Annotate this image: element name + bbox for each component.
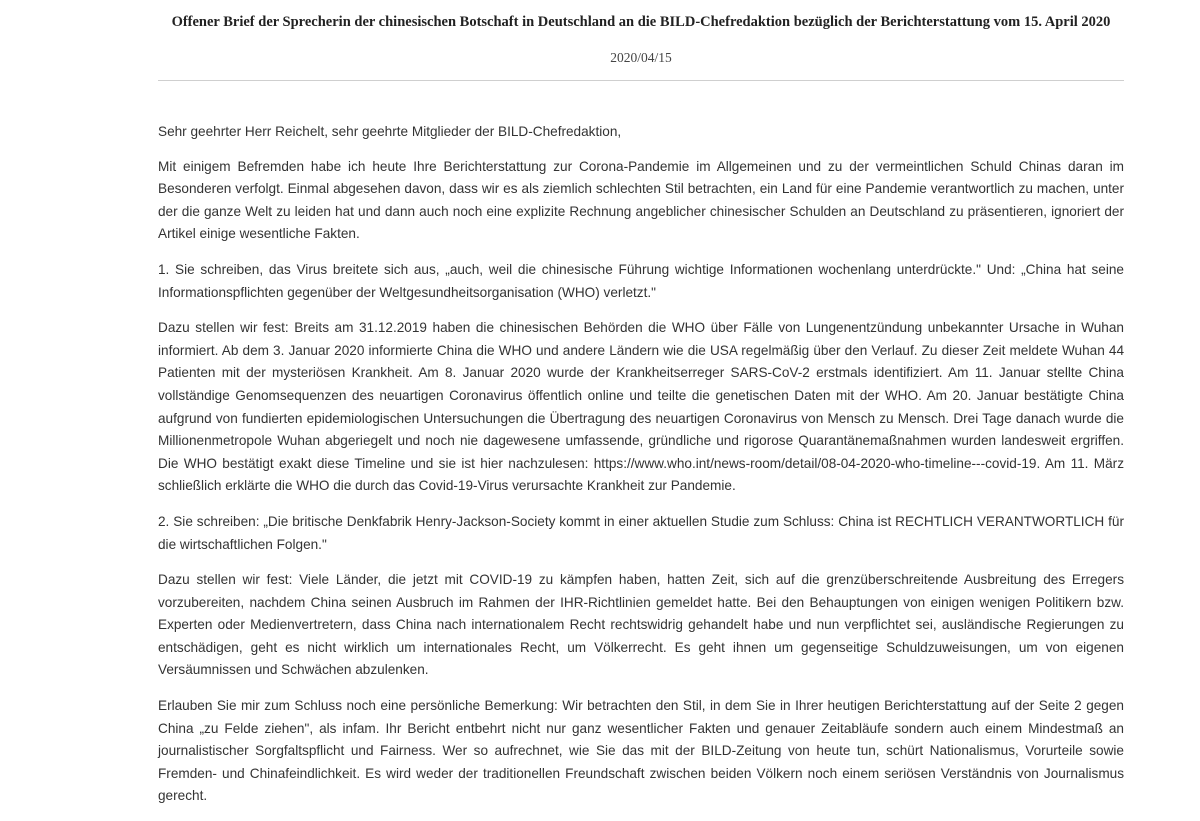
article-body [158,121,1124,808]
article [158,0,1124,821]
title-divider [158,80,1124,81]
article-title: Offener Brief der Sprecherin der chinesischen Botschaft in Deutschland an die BILD-Chefredaktion bezüglich der Berichterstattung vom 15. April 2020 [171,14,1111,30]
intro-paragraph: Mit einigem Befremden habe ich heute Ihre Berichterstattung zur Corona-Pandemie im Allgemeinen und zu der vermeintlichen Schuld Chinas daran im Besonderen verfolgt. Einmal abgesehen davon, dass wir es als ziemlich schlechten Stil betrachten, ein Land für eine Pandemie verantwortlich zu machen, unter der die ganze Welt zu leiden hat und dann auch noch eine explizite Rechnung angeblicher chinesischer Schulden an Deutschland zu präsentieren, ignoriert der Artikel einige wesentliche Fakten. [158,158,1124,242]
response-1-paragraph: Dazu stellen wir fest: Breits am 31.12.2019 haben die chinesischen Behörden die WHO über Fälle von Lungenentzündung unbekannter Ursache in Wuhan informiert. Ab dem 3. Januar 2020 informierte China die WHO und andere Ländern wie die USA regelmäßig über den Verlauf. Zu dieser Zeit meldete Wuhan 44 Patienten mit der mysteriösen Krankheit. Am 8. Januar 2020 wurde der Krankheitserreger SARS-CoV-2 erstmals identifiziert. Am 11. Januar stellte China vollständige Genomsequenzen des neuartigen Coronavirus öffentlich online und teilte die genetischen Daten mit der WHO. Am 20. Januar bestätigte China aufgrund von fundierten epidemiologischen Untersuchungen die Übertragung des neuartigen Coronavirus von Mensch zu Mensch. Drei Tage danach wurde die Millionenmetropole Wuhan abgeriegelt und noch nie dagewesene umfassende, gründliche und rigorose Quarantänemaßnahmen wurden landesweit ergriffen. Die WHO bestätigt exakt diese Timeline und sie ist hier nachzulesen: https://www.who.int/news-room/detail/08-04-2020-who-timeline---covid-19. Am 11. März schließlich erklärte die WHO die durch das Covid-19-Virus verursachte Krankheit zur Pandemie. [158,320,1124,494]
claim-2-paragraph: 2. Sie schreiben: „Die britische Denkfabrik Henry-Jackson-Society kommt in einer aktuellen Studie zum Schluss: China ist RECHTLICH VERANTWORTLICH für die wirtschaftlichen Folgen." [158,513,1124,552]
closing-paragraph: Erlauben Sie mir zum Schluss noch eine persönliche Bemerkung: Wir betrachten den Stil, in dem Sie in Ihrer heutigen Berichterstattung auf der Seite 2 gegen China „zu Felde ziehen", als infam. Ihr Bericht entbehrt nicht nur ganz wesentlicher Fakten und genauer Zeitabläufe sondern auch einem Mindestmaß an journalistischer Sorgfaltspflicht und Fairness. Wer so aufrechnet, wie Sie das mit der BILD-Zeitung von heute tun, schürt Nationalismus, Vorurteile sowie Fremden- und Chinafeindlichkeit. Es wird weder der traditionellen Freundschaft zwischen beiden Völkern noch einem seriösen Verständnis von Journalismus gerecht. [158,698,1124,804]
response-2-paragraph: Dazu stellen wir fest: Viele Länder, die jetzt mit COVID-19 zu kämpfen haben, hatten Zeit, sich auf die grenzüberschreitende Ausbreitung des Erregers vorzubereiten, nachdem China seinen Ausbruch im Rahmen der IHR-Richtlinien gemeldet hatte. Bei den Behauptungen von einigen wenigen Politikern bzw. Experten oder Medienvertretern, dass China nach internationalem Recht rechtswidrig gehandelt habe und nun verpflichtet sei, ausländische Regierungen zu entschädigen, geht es nicht wirklich um internationales Recht, um Völkerrecht. Es geht ihnen um gegenseitige Schuldzuweisungen, um von eigenen Versäumnissen und Schwächen abzulenken. [158,572,1124,678]
article-date: 2020/04/15 [610,50,672,65]
claim-1-paragraph: 1. Sie schreiben, das Virus breitete sich aus, „auch, weil die chinesische Führung wichtige Informationen wochenlang unterdrückte." Und: „China hat seine Informationspflichten gegenüber der Weltgesundheitsorganisation (WHO) verletzt." [158,261,1124,300]
salutation-paragraph: Sehr geehrter Herr Reichelt, sehr geehrte Mitglieder der BILD-Chefredaktion, [158,124,622,139]
